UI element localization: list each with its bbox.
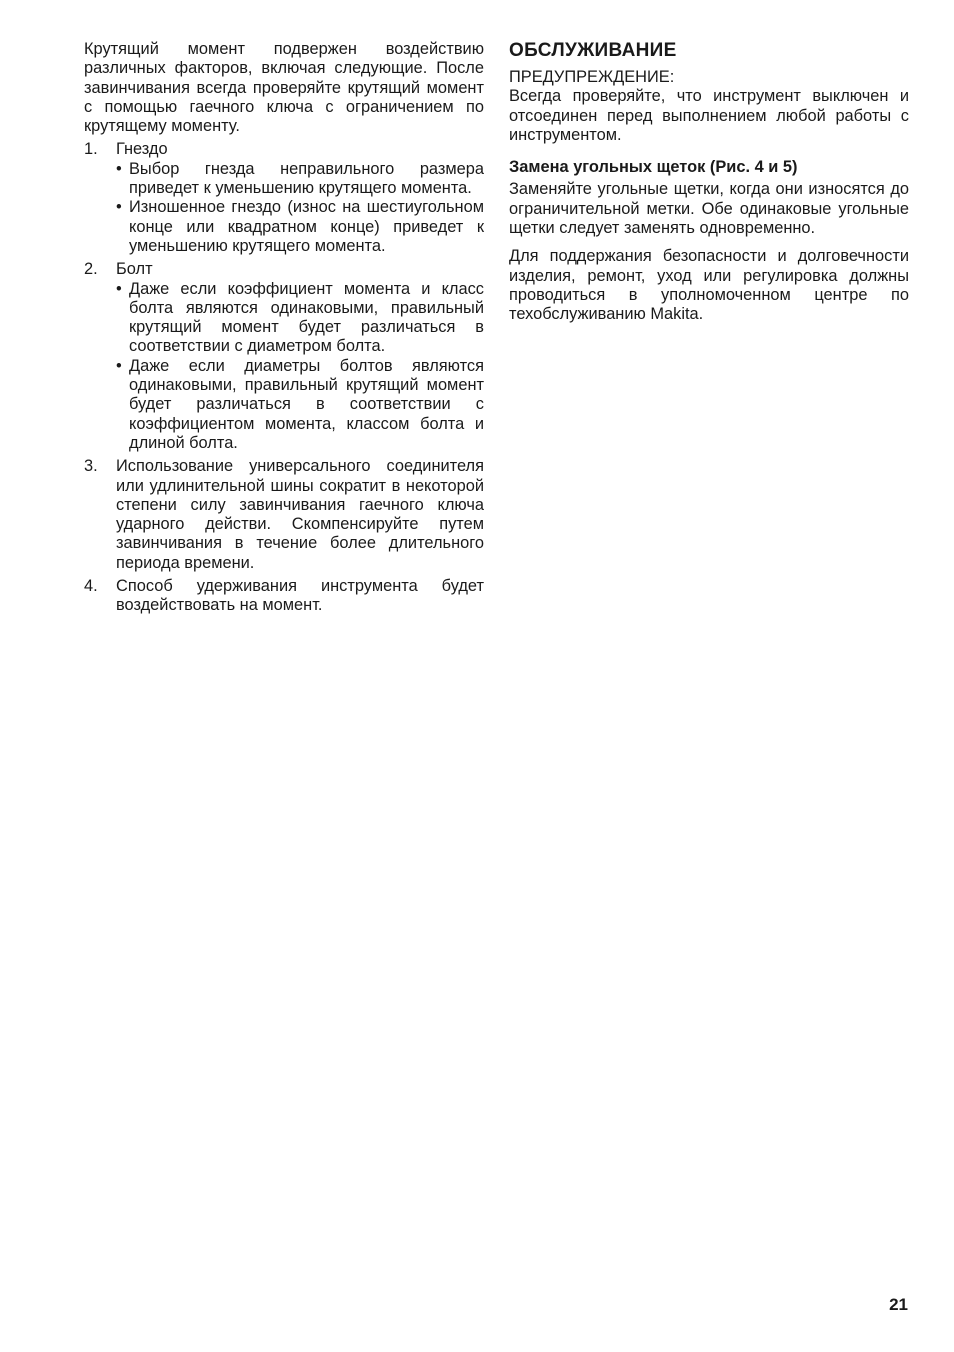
service-text: Для поддержания безопасности и долговечности изделия, ремонт, уход или регулировка должны проводиться в уполномоченном центре по техобслуживанию Makita. xyxy=(509,247,909,324)
list-item-bolt xyxy=(84,260,484,453)
bullet-dot-icon: • xyxy=(116,279,122,298)
subsection-title: Замена угольных щеток (Рис. 4 и 5) xyxy=(509,158,798,177)
bullet-text: Изношенное гнездо (износ на шестиугольном конце или квадратном конце) приведет к уменьшению крутящего момента. xyxy=(129,198,484,255)
list-item-socket xyxy=(84,140,484,256)
list-number: 2. xyxy=(84,260,98,279)
bullet-dot-icon: • xyxy=(116,198,122,217)
brush-replacement-text: Заменяйте угольные щетки, когда они износятся до ограничительной метки. Обе одинаковые угольные щетки следует заменять одновременно. xyxy=(509,180,909,238)
bullet-item xyxy=(116,160,484,199)
right-column xyxy=(509,40,909,325)
bullet-dot-icon: • xyxy=(116,159,122,178)
list-number: 1. xyxy=(84,140,98,159)
bullet-item xyxy=(116,198,484,256)
list-number: 4. xyxy=(84,577,98,596)
list-item-universal-joint xyxy=(84,457,484,573)
bullet-dot-icon: • xyxy=(116,356,122,375)
intro-paragraph: Крутящий момент подвержен воздействию различных факторов, включая следующие. После завинчивания всегда проверяйте крутящий момент с помощью гаечного ключа с ограничением по крутящему моменту. xyxy=(84,40,484,136)
bullet-text: Даже если коэффициент момента и класс болта являются одинаковыми, правильный крутящий момент будет различаться в соответствии с диаметром болта. xyxy=(129,279,484,356)
bullet-text: Даже если диаметры болтов являются одинаковыми, правильный крутящий момент будет различаться в соответствии с коэффициентом момента, классом болта и длиной болта. xyxy=(129,356,484,452)
page-number: 21 xyxy=(889,1295,908,1314)
bullet-text: Выбор гнезда неправильного размера приведет к уменьшению крутящего момента. xyxy=(129,159,484,198)
list-item-title: Гнездо xyxy=(116,140,168,159)
list-item-title: Болт xyxy=(116,260,153,279)
list-item-holding-method xyxy=(84,577,484,616)
left-column xyxy=(84,40,484,616)
section-title: ОБСЛУЖИВАНИЕ xyxy=(509,40,677,61)
bullet-item xyxy=(116,280,484,357)
list-number: 3. xyxy=(84,457,98,476)
list-item-text: Использование универсального соединителя или удлинительной шины сократит в некоторой степени силу завинчивания гаечного ключа ударного действи. Скомпенсируйте путем завинчивания в течение более длительного периода времени. xyxy=(116,457,484,572)
warning-label: ПРЕДУПРЕЖДЕНИЕ: xyxy=(509,68,675,86)
list-item-text: Способ удерживания инструмента будет воздействовать на момент. xyxy=(116,577,484,615)
bullet-item xyxy=(116,357,484,453)
warning-text: Всегда проверяйте, что инструмент выключен и отсоединен перед выполнением любой работы с инструментом. xyxy=(509,87,909,144)
